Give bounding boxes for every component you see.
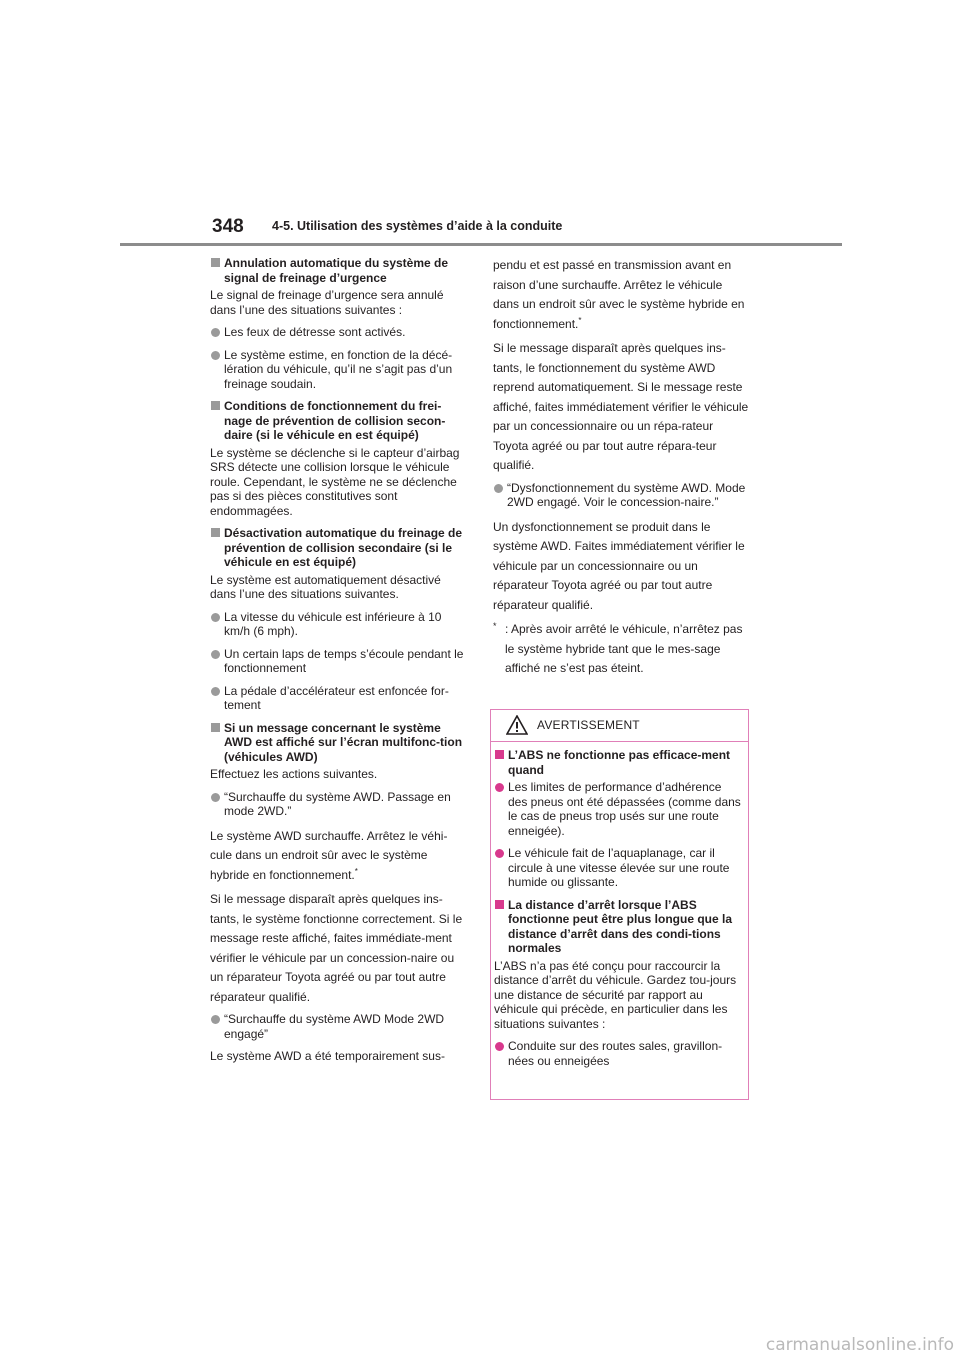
subheading: Conditions de fonctionnement du frei-nage de prévention de collision secon-daire (si le véhicule en est équipé)	[210, 399, 468, 443]
warning-box	[490, 709, 749, 1100]
square-bullet-icon	[211, 723, 220, 732]
subheading: Désactivation automatique du freinage de prévention de collision secondaire (si le véhicule en est équipé)	[210, 526, 468, 570]
subheading: La distance d’arrêt lorsque l’ABS fonctionne peut être plus longue que la distance d’arrêt dans des condi-tions normales	[494, 898, 742, 956]
paragraph: Le système AWD surchauffe. Arrêtez le véhi-cule dans un endroit sûr avec le système hybride en fonctionnement.*	[210, 828, 448, 882]
round-bullet-icon	[495, 849, 504, 858]
list-item: “Surchauffe du système AWD Mode 2WD engagé”	[210, 1012, 468, 1041]
paragraph: L’ABS n’a pas été conçu pour raccourcir la distance d’arrêt du véhicule. Gardez tou-jours une distance de sécurité par rapport au véhicule qui précède, en particulier dans les situations suivantes :	[494, 958, 737, 1031]
list-item: Les feux de détresse sont activés.	[210, 325, 468, 340]
subheading: Annulation automatique du système de signal de freinage d’urgence	[210, 256, 468, 285]
square-bullet-icon	[211, 401, 220, 410]
subheading: L’ABS ne fonctionne pas efficace-ment quand	[494, 748, 742, 777]
round-bullet-icon	[211, 613, 220, 622]
round-bullet-icon	[211, 328, 220, 337]
paragraph: Le système est automatiquement désactivé dans l’une des situations suivantes.	[210, 572, 441, 601]
round-bullet-icon	[494, 484, 503, 493]
footnote-ref: *	[578, 315, 582, 325]
list-item: Le système estime, en fonction de la décé-lération du véhicule, qu’il ne s’agit pas d’un freinage soudain.	[210, 348, 468, 392]
paragraph: Le système AWD a été temporairement sus-	[210, 1049, 445, 1063]
paragraph: Un dysfonctionnement se produit dans le système AWD. Faites immédiatement vérifier le véhicule par un concessionnaire ou un réparateur Toyota agréé ou par tout autre réparateur qualifié.	[493, 519, 745, 612]
list-item: Les limites de performance d’adhérence des pneus ont été dépassées (comme dans le cas de pneus trop usés sur une route enneigée).	[494, 780, 742, 838]
list-item: Le véhicule fait de l’aquaplanage, car il circule à une vitesse élevée sur une route humide ou glissante.	[494, 846, 742, 890]
square-bullet-icon	[495, 900, 504, 909]
subheading: Si un message concernant le système AWD est affiché sur l’écran multifonc-tion (véhicules AWD)	[210, 721, 468, 765]
warning-title: AVERTISSEMENT	[537, 718, 640, 732]
page-number: 348	[212, 216, 244, 237]
square-bullet-icon	[495, 750, 504, 759]
list-item: Conduite sur des routes sales, gravillon-nées ou enneigées	[494, 1039, 742, 1068]
square-bullet-icon	[211, 528, 220, 537]
paragraph: Si le message disparaît après quelques ins-tants, le système fonctionne correctement. Si le message reste affiché, faites immédiate-ment vérifier le véhicule par un concession-naire ou un réparateur Toyota agréé ou par tout autre réparateur qualifié.	[210, 892, 463, 1004]
square-bullet-icon	[211, 258, 220, 267]
header-divider	[120, 243, 842, 246]
list-item: La pédale d’accélérateur est enfoncée for-tement	[210, 684, 468, 713]
round-bullet-icon	[211, 1015, 220, 1024]
round-bullet-icon	[211, 793, 220, 802]
footnote: * : Après avoir arrêté le véhicule, n’arrêtez pas le système hybride tant que le mes-sage affiché ne s’est pas éteint.	[493, 620, 751, 679]
paragraph: Le système se déclenche si le capteur d’airbag SRS détecte une collision lorsque le véhicule roule. Cependant, le système ne se déclenche pas si des pièces constitutives sont endommagées.	[210, 445, 460, 518]
paragraph: pendu et est passé en transmission avant en raison d’une surchauffe. Arrêtez le véhicule dans un endroit sûr avec le système hybride en fonctionnement.*	[493, 258, 745, 331]
list-item: Un certain laps de temps s’écoule pendant le fonctionnement	[210, 647, 468, 676]
round-bullet-icon	[211, 351, 220, 360]
round-bullet-icon	[495, 1042, 504, 1051]
round-bullet-icon	[495, 783, 504, 792]
footnote-mark: *	[493, 621, 497, 631]
warning-triangle-icon	[506, 715, 528, 735]
round-bullet-icon	[211, 687, 220, 696]
list-item: La vitesse du véhicule est inférieure à 10 km/h (6 mph).	[210, 610, 468, 639]
paragraph: Effectuez les actions suivantes.	[210, 767, 378, 781]
watermark: carmanualsonline.info	[765, 1335, 954, 1355]
footnote-ref: *	[354, 866, 358, 876]
list-item: “Dysfonctionnement du système AWD. Mode 2WD engagé. Voir le concession-naire.”	[493, 481, 751, 510]
right-column	[493, 256, 751, 679]
round-bullet-icon	[211, 650, 220, 659]
paragraph: Si le message disparaît après quelques ins-tants, le fonctionnement du système AWD reprend automatiquement. Si le message reste affiché, faites immédiatement vérifier le véhicule par un concessionnaire ou un répa-rateur Toyota agréé ou par tout autre répara-teur qualifié.	[493, 341, 749, 472]
left-column	[210, 256, 468, 1072]
warning-header	[491, 710, 748, 742]
section-title: 4-5. Utilisation des systèmes d’aide à la conduite	[272, 219, 563, 233]
list-item: “Surchauffe du système AWD. Passage en mode 2WD.”	[210, 790, 468, 819]
warning-body	[491, 742, 748, 1068]
paragraph: Le signal de freinage d’urgence sera annulé dans l’une des situations suivantes :	[210, 288, 444, 317]
